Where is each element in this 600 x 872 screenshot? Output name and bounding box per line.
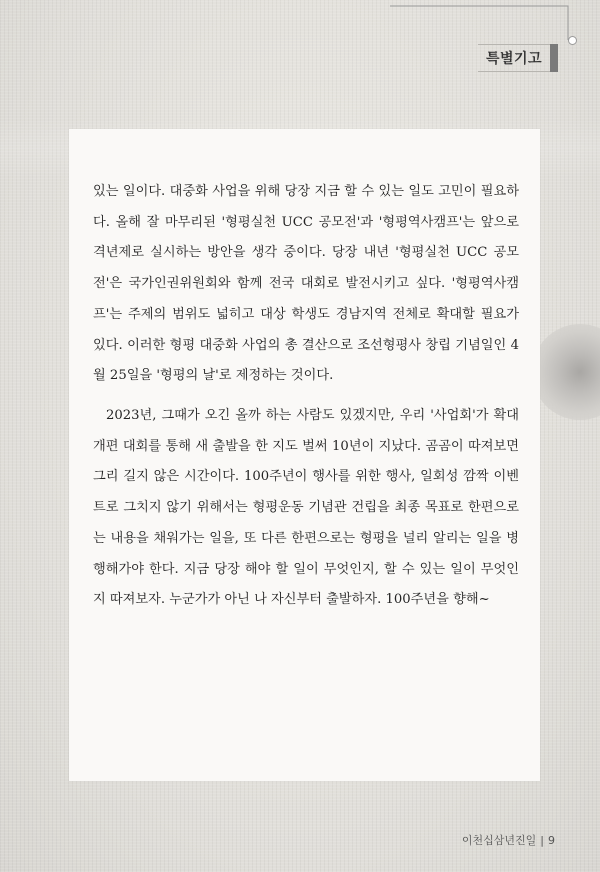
section-label-bar [550,44,558,72]
decorative-line [390,0,575,44]
page-footer [440,831,555,849]
decorative-dot [568,36,577,45]
article-paragraph-2: 2023년, 그때가 오긴 올까 하는 사람도 있겠지만, 우리 '사업회'가 확대 개편 대회를 통해 새 출발을 한 지도 벌써 10년이 지났다. 곰곰이 따져보면 그리 길지 않은 시간이다. 100주년이 행사를 위한 행사, 일회성 깜짝 이벤트로 그치지 않기 위해서는 형평운동 기념관 건립을 최종 목표로 한편으로는 내용을 채워가는 일을, 또 다른 한편으로는 형평을 널리 알리는 일을 병행해가야 한다. 지금 당장 해야 할 일이 무엇인지, 할 수 있는 일이 무엇인지 따져보자. 누군가가 아닌 나 자신부터 출발하자. 100주년을 향해~ [93,408,519,608]
decorative-circle [532,324,600,420]
article-paragraph-1: 있는 일이다. 대중화 사업을 위해 당장 지금 할 수 있는 일도 고민이 필요하다. 올해 잘 마무리된 '형평실천 UCC 공모전'과 '형평역사캠프'는 앞으로 격년제로 실시하는 방안을 생각 중이다. 당장 내년 '형평실천 UCC 공모전'은 국가인권위원회와 함께 전국 대회로 발전시키고 싶다. '형평역사캠프'는 주제의 범위도 넓히고 대상 학생도 경남지역 전체로 확대할 필요가 있다. 이러한 형평 대중화 사업의 총 결산으로 조선형평사 창립 기념일인 4월 25일을 '형평의 날'로 제정하는 것이다. [93,184,519,384]
publication-name: 이천십삼년진일 [461,834,537,847]
page-number: 9 [548,833,555,847]
section-label: 특별기고 [478,44,550,72]
footer-separator: | [540,833,544,847]
